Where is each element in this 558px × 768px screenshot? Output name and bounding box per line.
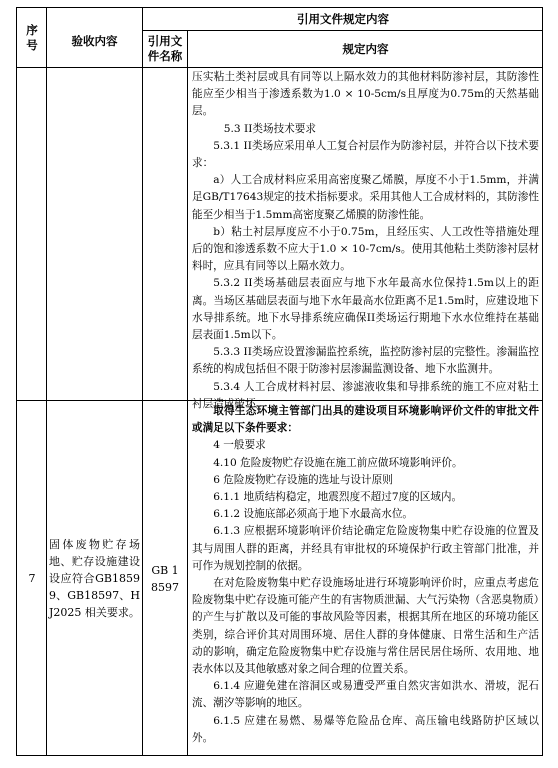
row7-para-1: 取得生态环境主管部门出具的建设项目环境影响评价文件的审批文件或满足以下条件要求： [192, 405, 539, 435]
row7-seq: 7 [28, 571, 36, 585]
prev-para-5: b）粘土衬层厚度应不小于0.75m，且经压实、人工改性等措施处理后的饱和渗透系数不应大于1.0 × 10-7cm/s。使用其他粘土类防渗衬层材料时，应具有同等以上隔水效力。 [192, 225, 539, 273]
row7-para-5: 6.1.1 地质结构稳定，地震烈度不超过7度的区域内。 [213, 491, 463, 504]
row7-para-9: 6.1.4 应避免建在溶洞区或易遭受严重自然灾害如洪水、滑坡，泥石流、潮汐等影响的地区。 [192, 680, 539, 710]
prev-row-provisions [188, 69, 544, 410]
prev-para-8: 5.3.4 人工合成材料衬层、渗滤液收集和导排系统的施工不应对粘土衬层造成破坏。 [192, 380, 539, 410]
row7-para-4: 6 危险废物贮存设施的选址与设计原则 [213, 473, 393, 486]
regulation-table [16, 7, 543, 756]
row7-provisions [188, 403, 544, 755]
prev-para-7: 5.3.3 II类场应设置渗漏监控系统，监控防渗衬层的完整性。渗漏监控系统的构成包括但不限于防渗衬层渗漏监测设备、地下水监测井。 [192, 346, 539, 376]
row7-ref-file: GB 18597 [151, 563, 179, 594]
row7-para-7: 6.1.3 应根据环境影响评价结论确定危险废物集中贮存设施的位置及其与周围人群的距离，并经具有审批权的环境保护行政主管部门批准，并可作为规划控制的依据。 [192, 525, 539, 572]
prev-para-1: 压实粘土类衬层或具有同等以上隔水效力的其他材料防渗衬层，其防渗性能应至少相当于渗透系数为1.0 × 10-5cm/s且厚度为0.75m的天然基础层。 [192, 71, 539, 118]
row7-para-10: 6.1.5 应建在易燃、易爆等危险品仓库、高压输电线路防护区域以外。 [192, 714, 539, 744]
row7-para-6: 6.1.2 设施底部必须高于地下水最高水位。 [213, 508, 414, 521]
header-referenced-group: 引用文件规定内容 [297, 12, 389, 26]
row7-para-3: 4.10 危险废物贮存设施在施工前应做环境影响评价。 [213, 456, 463, 469]
row7-acceptance: 固体废物贮存场地、贮存设施建设设应符合GB18599、GB18597、HJ2025 相关要求。 [49, 538, 140, 619]
header-ref-file-name: 引用文件名称 [147, 34, 183, 63]
row7-para-2: 4 一般要求 [213, 439, 266, 452]
col-divider-1 [46, 8, 47, 755]
header-acceptance: 验收内容 [71, 33, 118, 48]
prev-para-2: 5.3 II类场技术要求 [223, 122, 316, 135]
row7-para-8: 在对危险废物集中贮存设施场址进行环境影响评价时，应重点考虑危险废物集中贮存设施可能产生的有害物质泄漏、大气污染物（含恶臭物质）的产生与扩散以及可能的事故风险等因素，根据其所在地区的环境功能区类别，综合评价其对周围环境、居住人群的身体健康、日常生活和生产活动的影响，确定危险废物集中贮存设施与常住居民居住场所、农用地、地表水体以及其他敏感对象之间合理的位置关系。 [192, 577, 539, 676]
prev-para-4: a）人工合成材料应采用高密度聚乙烯膜，厚度不小于1.5mm，并满足GB/T17643规定的技术指标要求。采用其他人工合成材料的，其防渗性能至少相当于1.5mm高密度聚乙烯膜的防渗性能。 [192, 174, 539, 221]
header-provisions: 规定内容 [342, 41, 389, 56]
col-divider-2 [142, 8, 143, 755]
header-bottom-rule [17, 67, 542, 68]
prev-para-3: 5.3.1 II类场应采用单人工复合衬层作为防渗衬层，并符合以下技术要求： [192, 139, 539, 170]
header-seq: 序号 [26, 23, 38, 52]
prev-para-6: 5.3.2 II类场基础层表面应与地下水年最高水位保持1.5m以上的距离。当场区基础层表面与地下水年最高水位距离不足1.5m时，应建设地下水导排系统。地下水导排系统应确保II类场运行期地下水水位维持在基础层表面1.5m以下。 [192, 277, 539, 342]
